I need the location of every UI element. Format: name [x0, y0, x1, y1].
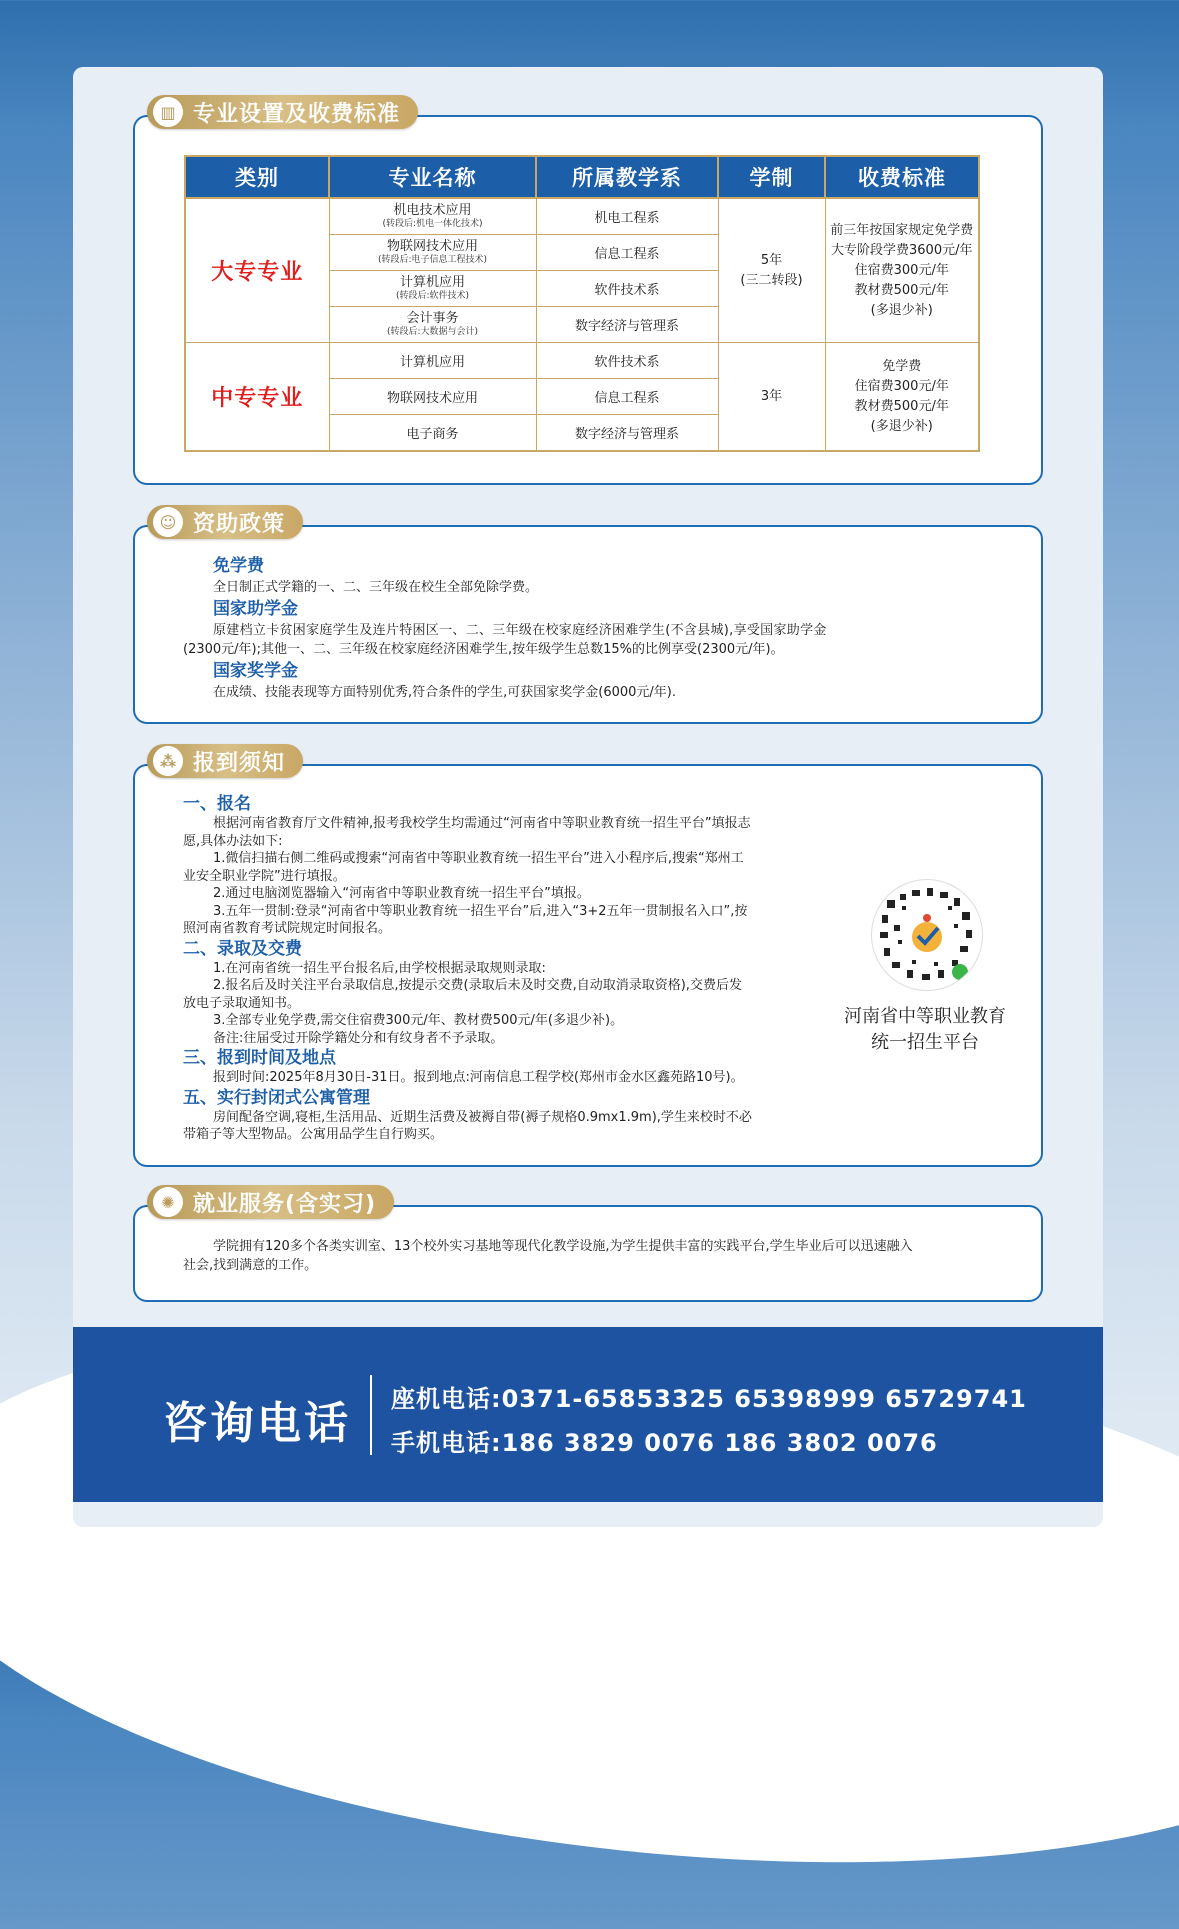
header-major: 专业名称 — [329, 156, 536, 198]
category-dazhuan: 大专专业 — [185, 198, 329, 343]
dept-cell: 软件技术系 — [536, 271, 718, 307]
duration-zhongzhuan: 3年 — [718, 343, 825, 452]
duration-dazhuan: 5年 (三二转段) — [718, 198, 825, 343]
dept-cell: 软件技术系 — [536, 343, 718, 379]
paragraph: 房间配备空调,寝柜,生活用品、近期生活费及被褥自带(褥子规格0.9mx1.9m),学生来校时不必 — [213, 1109, 752, 1125]
paragraph: 愿,具体办法如下: — [183, 833, 283, 849]
heading-scholarship: 国家奖学金 — [213, 661, 298, 681]
paragraph: 1.微信扫描右侧二维码或搜索“河南省中等职业教育统一招生平台”进入小程序后,搜索“郑州工 — [213, 851, 744, 866]
aid-content — [183, 554, 827, 702]
heading-tuition-free: 免学费 — [213, 556, 264, 576]
paragraph: 3.五年一贯制:登录“河南省中等职业教育统一招生平台”后,进入“3+2五年一贯制报名入口”,按 — [213, 903, 748, 919]
majors-fees-panel — [133, 101, 1043, 485]
section-tag-employment — [147, 1185, 394, 1219]
building-icon: ▥ — [153, 97, 183, 127]
people-icon: ⁂ — [153, 746, 183, 776]
dept-cell: 数字经济与管理系 — [536, 307, 718, 343]
heading-grant: 国家助学金 — [213, 599, 298, 619]
dept-cell: 信息工程系 — [536, 235, 718, 271]
table-row — [185, 343, 979, 379]
fee-zhongzhuan: 免学费 住宿费300元/年 教材费500元/年 (多退少补) — [825, 343, 979, 452]
table-row — [185, 198, 979, 235]
content-sheet — [73, 67, 1103, 1527]
registration-panel — [133, 750, 1043, 1167]
mini-program-qr-code[interactable] — [871, 879, 983, 991]
contact-footer — [73, 1327, 1103, 1502]
section-title: 资助政策 — [193, 511, 286, 537]
paragraph: 在成绩、技能表现等方面特别优秀,符合条件的学生,可获国家奖学金(6000元/年). — [213, 685, 677, 700]
category-zhongzhuan: 中专专业 — [185, 343, 329, 452]
divider — [370, 1375, 372, 1455]
head-icon: ☺ — [153, 507, 183, 537]
header-dept: 所属教学系 — [536, 156, 718, 198]
section-title: 专业设置及收费标准 — [193, 101, 401, 127]
major-cell: 电子商务 — [329, 415, 536, 452]
paragraph: 2.报名后及时关注平台录取信息,按提示交费(录取后未及时交费,自动取消录取资格),交费后发 — [213, 978, 742, 993]
mobile-phone[interactable]: 手机电话:186 3829 0076 186 3802 0076 — [391, 1429, 938, 1457]
paragraph: 照河南省教育考试院规定时间报名。 — [183, 921, 392, 936]
table-header-row — [185, 156, 979, 198]
brain-icon: ✺ — [153, 1187, 183, 1217]
contact-title: 咨询电话 — [163, 1398, 351, 1449]
section-title: 报到须知 — [193, 750, 286, 776]
paragraph: 放电子录取通知书。 — [183, 995, 301, 1011]
major-cell: 物联网技术应用 (转段后:电子信息工程技术) — [329, 235, 536, 271]
fee-table — [184, 155, 980, 452]
header-duration: 学制 — [718, 156, 825, 198]
paragraph: 备注:往届受过开除学籍处分和有纹身者不予录取。 — [213, 1030, 504, 1046]
aid-policy-panel — [133, 511, 1043, 724]
paragraph: 学院拥有120多个各类实训室、13个校外实习基地等现代化教学设施,为学生提供丰富的实践平台,学生毕业后可以迅速融入 — [213, 1239, 913, 1254]
heading-report-time: 三、报到时间及地点 — [183, 1048, 336, 1068]
qr-caption: 河南省中等职业教育 统一招生平台 — [844, 1006, 1006, 1053]
header-fee: 收费标准 — [825, 156, 979, 198]
heading-admission: 二、录取及交费 — [183, 938, 302, 959]
paragraph: 业安全职业学院”进行填报。 — [183, 868, 346, 884]
section-tag-registration — [147, 744, 303, 778]
paragraph: 根据河南省教育厅文件精神,报考我校学生均需通过“河南省中等职业教育统一招生平台”填报志 — [213, 816, 751, 831]
registration-content — [183, 793, 752, 1144]
section-tag-aid — [147, 505, 303, 539]
major-cell: 机电技术应用 (转段后:机电一体化技术) — [329, 198, 536, 235]
paragraph: 带箱子等大型物品。公寓用品学生自行购买。 — [183, 1127, 444, 1142]
major-cell: 物联网技术应用 — [329, 379, 536, 415]
dept-cell: 数字经济与管理系 — [536, 415, 718, 452]
paragraph: (2300元/年);其他一、二、三年级在校家庭经济困难学生,按年级学生总数15%的比例享受(2300元/年)。 — [183, 642, 784, 657]
major-cell: 计算机应用 (转段后:软件技术) — [329, 271, 536, 307]
section-tag-majors — [147, 95, 418, 129]
employment-panel — [133, 1191, 1043, 1302]
dept-cell: 信息工程系 — [536, 379, 718, 415]
heading-register: 一、报名 — [183, 794, 251, 814]
paragraph: 原建档立卡贫困家庭学生及连片特困区一、二、三年级在校家庭经济困难学生(不含县城),享受国家助学金 — [213, 623, 827, 638]
paragraph: 报到时间:2025年8月30日-31日。报到地点:河南信息工程学校(郑州市金水区鑫苑路10号)。 — [213, 1070, 744, 1085]
paragraph: 1.在河南省统一招生平台报名后,由学校根据录取规则录取: — [213, 960, 546, 976]
heading-apartment: 五、实行封闭式公寓管理 — [183, 1087, 370, 1108]
employment-content — [183, 1237, 913, 1275]
paragraph: 2.通过电脑浏览器输入“河南省中等职业教育统一招生平台”填报。 — [213, 886, 590, 901]
paragraph: 3.全部专业免学费,需交住宿费300元/年、教材费500元/年(多退少补)。 — [213, 1013, 624, 1028]
fee-dazhuan: 前三年按国家规定免学费 大专阶段学费3600元/年 住宿费300元/年 教材费500元/年 (多退少补) — [825, 198, 979, 343]
paragraph: 社会,找到满意的工作。 — [183, 1258, 318, 1273]
landline-phone[interactable]: 座机电话:0371-65853325 65398999 65729741 — [391, 1385, 1027, 1413]
major-cell: 会计事务 (转段后:大数据与会计) — [329, 307, 536, 343]
paragraph: 全日制正式学籍的一、二、三年级在校生全部免除学费。 — [213, 580, 539, 595]
major-cell: 计算机应用 — [329, 343, 536, 379]
section-title: 就业服务(含实习) — [193, 1191, 377, 1217]
dept-cell: 机电工程系 — [536, 198, 718, 235]
header-category: 类别 — [185, 156, 329, 198]
